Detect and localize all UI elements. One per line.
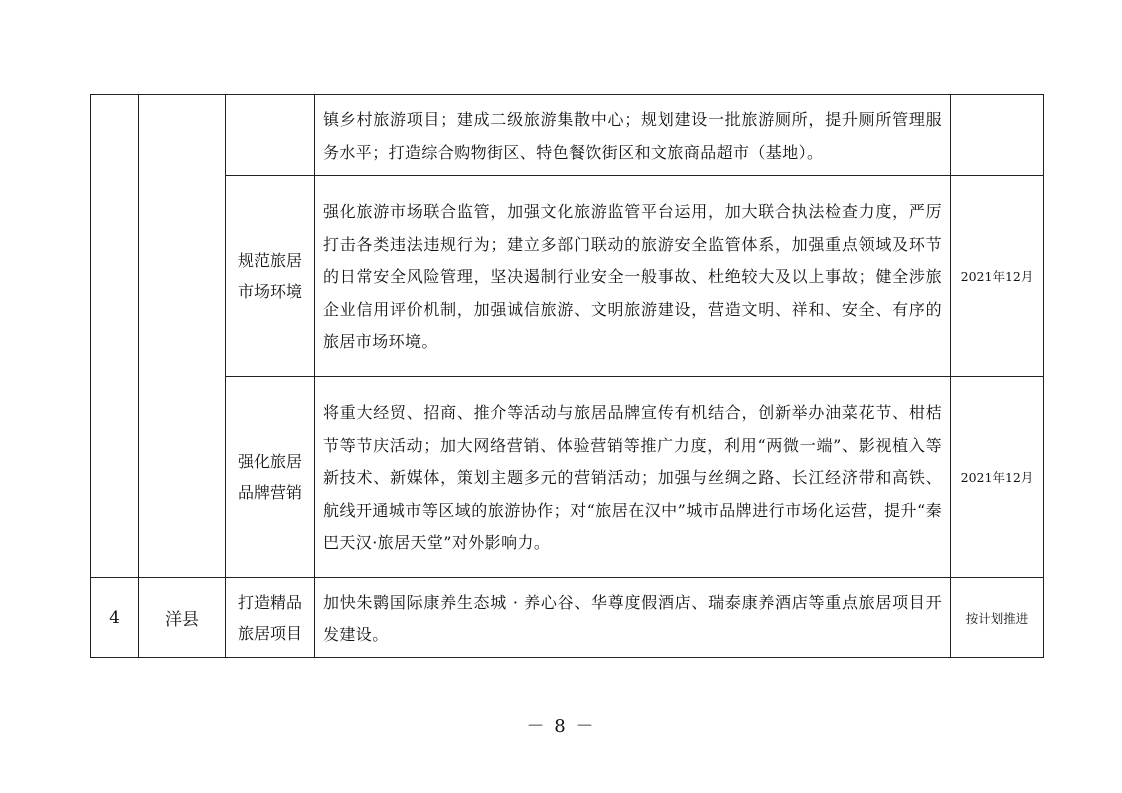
- description-cell: 加快朱鹮国际康养生态城 · 养心谷、华尊度假酒店、瑞泰康养酒店等重点旅居项目开发建设。: [315, 578, 951, 658]
- description-cell: 将重大经贸、招商、推介等活动与旅居品牌宣传有机结合，创新举办油菜花节、柑桔节等节庆活动；加大网络营销、体验营销等推广力度，利用“两微一端”、影视植入等新技术、新媒体，策划主题多元的营销活动；加强与丝绸之路、长江经济带和高铁、航线开通城市等区域的旅游协作；对“旅居在汉中”城市品牌进行市场化运营，提升“秦巴天汉·旅居天堂”对外影响力。: [315, 377, 951, 578]
- table-row: [91, 578, 1044, 658]
- task-cell: [226, 95, 315, 176]
- area-cell: [139, 95, 226, 578]
- number-cell: [91, 95, 139, 578]
- page-number: － 8 －: [526, 716, 596, 737]
- area-cell: 洋县: [139, 578, 226, 658]
- time-cell: 2021年12月: [951, 176, 1044, 377]
- number-cell: 4: [91, 578, 139, 658]
- plan-table: [90, 94, 1044, 658]
- table-row: [91, 95, 1044, 176]
- time-cell: 2021年12月: [951, 377, 1044, 578]
- task-cell: 打造精品旅居项目: [226, 578, 315, 658]
- table-row: [91, 377, 1044, 578]
- time-cell: [951, 95, 1044, 176]
- table-row: [91, 176, 1044, 377]
- task-cell: 强化旅居品牌营销: [226, 377, 315, 578]
- time-cell: 按计划推进: [951, 578, 1044, 658]
- task-cell: 规范旅居市场环境: [226, 176, 315, 377]
- description-cell: 镇乡村旅游项目；建成二级旅游集散中心；规划建设一批旅游厕所，提升厕所管理服务水平；打造综合购物街区、特色餐饮街区和文旅商品超市（基地）。: [315, 95, 951, 176]
- description-cell: 强化旅游市场联合监管，加强文化旅游监管平台运用，加大联合执法检查力度，严厉打击各类违法违规行为；建立多部门联动的旅游安全监管体系，加强重点领域及环节的日常安全风险管理，坚决遏制行业安全一般事故、杜绝较大及以上事故；健全涉旅企业信用评价机制，加强诚信旅游、文明旅游建设，营造文明、祥和、安全、有序的旅居市场环境。: [315, 176, 951, 377]
